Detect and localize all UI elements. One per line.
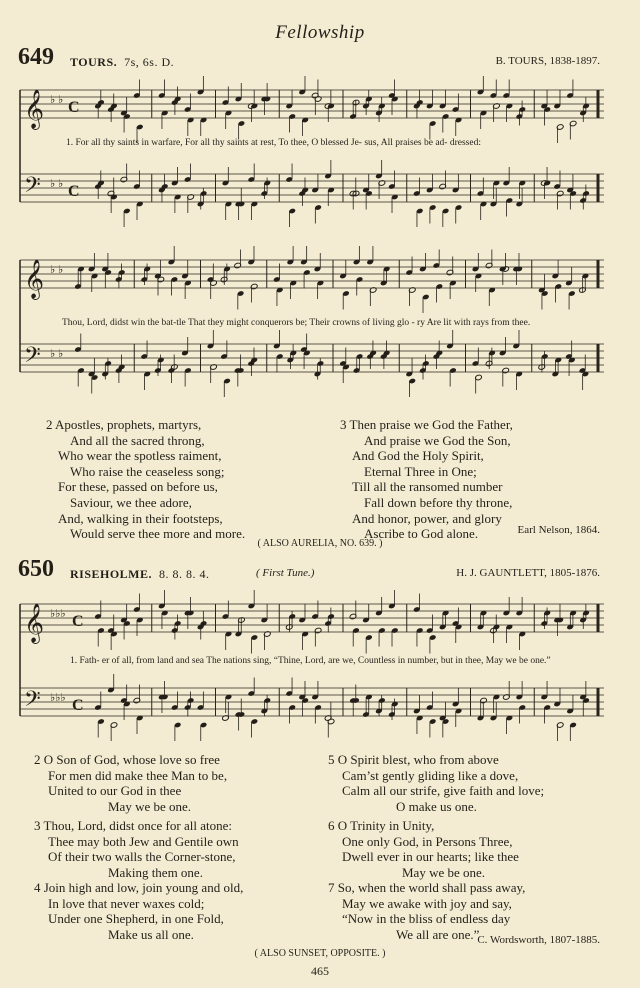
svg-text:♭ ♭: ♭ ♭: [50, 264, 64, 276]
svg-text:C: C: [72, 697, 84, 714]
svg-text:♭ ♭: ♭ ♭: [50, 94, 64, 106]
hymn-650-verse-4: 4 Join high and low, join young and old, In love that never waxes cold; Under one Shepherd, in one Fold, Make us all one.: [34, 880, 244, 942]
hymn-650-composer: H. J. GAUNTLETT, 1805-1876.: [456, 567, 600, 579]
svg-text:C: C: [72, 613, 84, 630]
bass-clef-icon: 𝄢: [24, 343, 41, 373]
section-title: Fellowship: [275, 22, 365, 43]
hymn-650-verse-3: 3 Thou, Lord, didst once for all atone: Thee may both Jew and Gentile own Of their two walls the Corner-stone, Making them one.: [34, 818, 239, 880]
treble-staff: [20, 604, 604, 632]
svg-text:C: C: [68, 183, 80, 200]
treble-clef-icon: 𝄞: [24, 603, 45, 643]
hymn-649-system-1: [14, 70, 614, 230]
hymn-649-tune: [70, 55, 174, 70]
hymn-649-number: 649: [18, 44, 54, 70]
hymn-650-verse-5: 5 O Spirit blest, who from above Cam’st gently gliding like a dove, Calm all our strife, give faith and love; O make us one.: [328, 752, 545, 814]
hymn-650-also-note: ( ALSO SUNSET, OPPOSITE. ): [254, 948, 386, 959]
bass-clef-icon: 𝄢: [24, 173, 41, 203]
tune-name: RISEHOLME.: [70, 567, 153, 581]
hymn-649-lyric-2: Thou, Lord, didst win the bat-tle That they might conquerors be; Their crowns of living glo - ry Are lit with rays from thee.: [62, 318, 531, 328]
tune-meter: 8. 8. 8. 4.: [159, 567, 210, 581]
hymn-649-verse-2: 2 Apostles, prophets, martyrs, And all the sacred throng, Who wear the spotless raiment, Who raise the ceaseless song; For these, passed on before us, Saviour, we thee adore, And, walking in their footsteps, Would serve thee more and more.: [46, 417, 246, 542]
hymn-650-lyric-1: 1. Fath- er of all, from land and sea The nations sing, “Thine, Lord, are we, Countless in number, but in thee, May we be one.”: [70, 656, 551, 666]
bass-clef-icon: 𝄢: [24, 687, 41, 717]
page-number: 465: [311, 964, 329, 978]
hymn-650-verse-7: 7 So, when the world shall pass away, May we awake with joy and say, “Now in the bliss of endless day We all are one.”: [328, 880, 526, 942]
bass-staff: [20, 174, 604, 202]
bass-staff: [20, 688, 604, 716]
hymn-649-author: Earl Nelson, 1864.: [517, 524, 600, 536]
svg-text:♭ ♭: ♭ ♭: [50, 348, 64, 360]
treble-staff: [20, 90, 604, 118]
hymn-649-also-note: ( ALSO AURELIA, NO. 639. ): [257, 538, 383, 549]
svg-text:C: C: [68, 99, 80, 116]
hymn-650-verse-2: 2 O Son of God, whose love so free For men did make thee Man to be, United to our God in thee May we be one.: [34, 752, 228, 814]
hymn-649-lyric-1: 1. For all thy saints in warfare, For all thy saints at rest, To thee, O blessed Je- sus, All praises be ad- dressed:: [66, 138, 481, 148]
hymn-649-composer: B. TOURS, 1838-1897.: [495, 55, 600, 67]
svg-text:♭♭♭: ♭♭♭: [50, 692, 66, 704]
hymn-650-tune: [70, 567, 210, 582]
tune-meter: 7s, 6s. D.: [124, 55, 175, 69]
treble-clef-icon: 𝄞: [24, 89, 45, 129]
svg-text:♭ ♭: ♭ ♭: [50, 178, 64, 190]
hymn-649-verse-3: 3 Then praise we God the Father, And praise we God the Son, And God the Holy Spirit, Eternal Three in One; Till all the ransomed number Fall down before thy throne, And honor, power, and glory Ascribe to God alone.: [340, 417, 513, 542]
hymn-650-number: 650: [18, 556, 54, 582]
svg-text:♭♭♭: ♭♭♭: [50, 608, 66, 620]
hymn-650-verse-6: 6 O Trinity in Unity, One only God, in Persons Three, Dwell ever in our hearts; like thee May we be one.: [328, 818, 519, 880]
hymn-650-first-tune: ( First Tune.): [256, 567, 315, 579]
hymn-650-author: C. Wordsworth, 1807-1885.: [477, 934, 600, 946]
treble-clef-icon: 𝄞: [24, 259, 45, 299]
tune-name: TOURS.: [70, 55, 118, 69]
